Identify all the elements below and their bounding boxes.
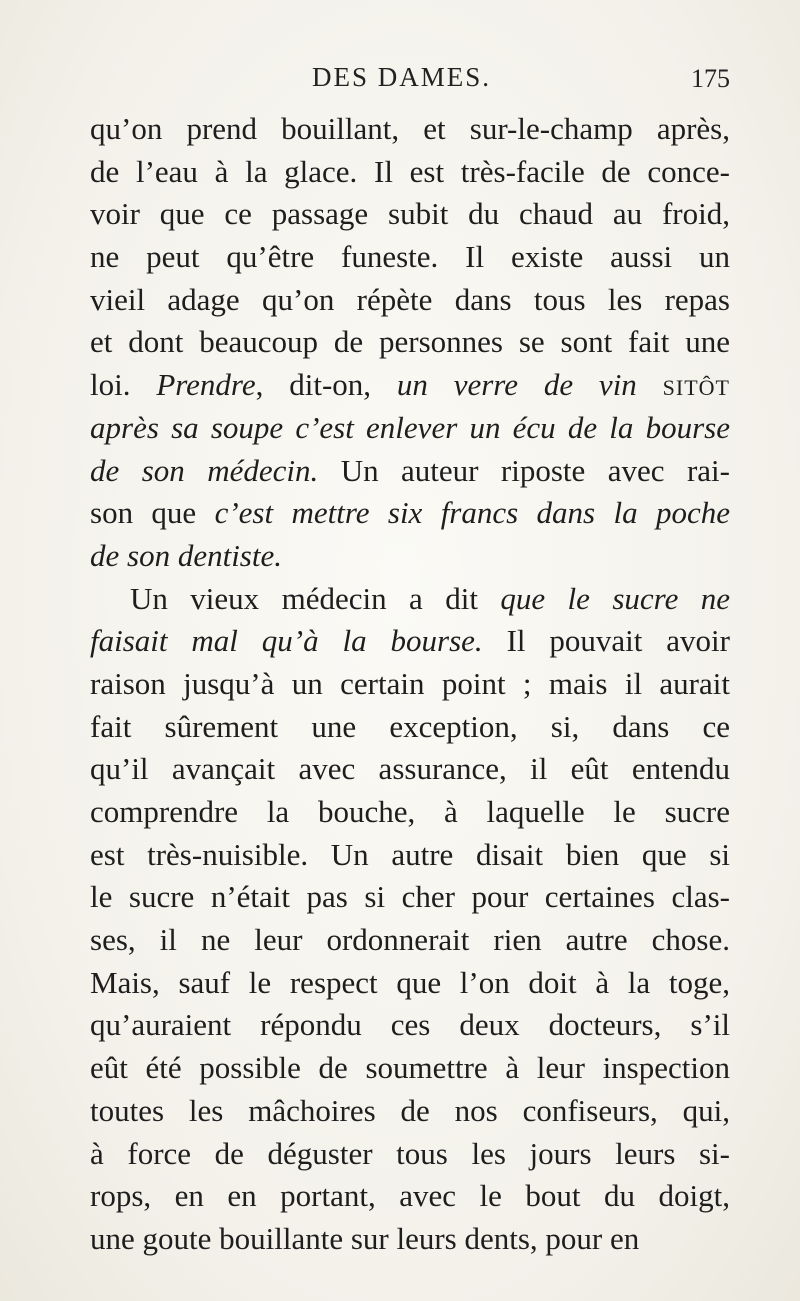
text-line — [90, 706, 730, 749]
text-line — [90, 151, 730, 194]
text-line — [90, 791, 730, 834]
italic-text: Prendre — [156, 367, 256, 403]
text-run: rops, en en portant, avec le bout du doigt, — [90, 1178, 730, 1214]
text-run: le sucre n’était pas si cher pour certaines clas- — [90, 879, 730, 915]
text-line — [90, 876, 730, 919]
italic-text: de son dentiste. — [90, 537, 282, 573]
text-run: toutes les mâchoires de nos confiseurs, qui, — [90, 1092, 730, 1128]
text-line — [90, 1133, 730, 1176]
text-run: une goute bouillante sur leurs dents, pour en — [90, 1220, 640, 1256]
text-run: raison jusqu’à un certain point ; mais il aurait — [90, 665, 730, 701]
text-line — [90, 1218, 730, 1261]
text-line — [90, 193, 730, 236]
text-line — [90, 321, 730, 364]
text-line — [90, 1004, 730, 1047]
italic-text: que le sucre ne — [500, 580, 730, 616]
text-line — [90, 1090, 730, 1133]
text-line — [90, 748, 730, 791]
text-run: eût été possible de soumettre à leur inspection — [90, 1050, 730, 1086]
text-line — [90, 450, 730, 493]
text-line — [90, 962, 730, 1005]
text-run — [637, 367, 663, 402]
italic-text: de son médecin. — [90, 452, 319, 488]
text-line — [90, 535, 730, 578]
text-run: qu’on prend bouillant, et sur-le-champ après, — [90, 111, 730, 146]
text-run: à force de déguster tous les jours leurs si- — [90, 1135, 730, 1171]
running-head-title: DES DAMES. — [312, 62, 492, 92]
text-line — [90, 919, 730, 962]
text-run: loi. — [90, 367, 157, 403]
body-text — [90, 108, 730, 1261]
text-line — [90, 407, 730, 450]
text-line — [90, 834, 730, 877]
page-number: 175 — [691, 64, 730, 93]
text-run: Il pouvait avoir — [482, 623, 730, 659]
text-run: Mais, sauf le respect que l’on doit à la toge, — [90, 964, 730, 1000]
text-line — [90, 236, 730, 279]
text-line — [90, 620, 730, 663]
text-run: qu’auraient répondu ces deux docteurs, s’il — [90, 1007, 730, 1043]
small-caps-text: sitôt — [662, 367, 730, 403]
text-run: fait sûrement une exception, si, dans ce — [90, 708, 730, 744]
italic-text: c’est mettre six francs dans la poche — [214, 495, 730, 531]
text-run: Un vieux médecin a dit — [130, 580, 501, 616]
text-run: et dont beaucoup de personnes se sont fait une — [90, 324, 730, 360]
running-head — [90, 62, 730, 102]
text-line — [90, 1175, 730, 1218]
italic-text: un verre de vin — [396, 367, 637, 403]
text-line — [90, 663, 730, 706]
text-run: ses, il ne leur ordonnerait rien autre chose. — [90, 922, 730, 958]
text-line — [90, 1047, 730, 1090]
text-run: son que — [90, 495, 215, 531]
text-line — [90, 364, 730, 407]
text-line — [90, 279, 730, 322]
text-run: est très-nuisible. Un autre disait bien que si — [90, 836, 730, 872]
italic-text: faisait mal qu’à la bourse. — [90, 623, 483, 659]
text-run: vieil adage qu’on répète dans tous les repas — [90, 281, 730, 317]
italic-text: après sa soupe c’est enlever un écu de la bourse — [90, 409, 730, 445]
text-line — [90, 108, 730, 151]
text-run: Un auteur riposte avec rai- — [318, 452, 730, 488]
text-run: qu’il avançait avec assurance, il eût entendu — [90, 751, 730, 787]
text-run: voir que ce passage subit du chaud au froid, — [90, 196, 730, 232]
text-line — [90, 492, 730, 535]
text-line — [90, 578, 730, 621]
text-run: ne peut qu’être funeste. Il existe aussi un — [90, 239, 730, 275]
text-run: de l’eau à la glace. Il est très-facile de conce- — [90, 153, 730, 189]
text-run: comprendre la bouche, à laquelle le sucre — [90, 794, 730, 829]
text-run: , dit-on, — [255, 367, 397, 403]
